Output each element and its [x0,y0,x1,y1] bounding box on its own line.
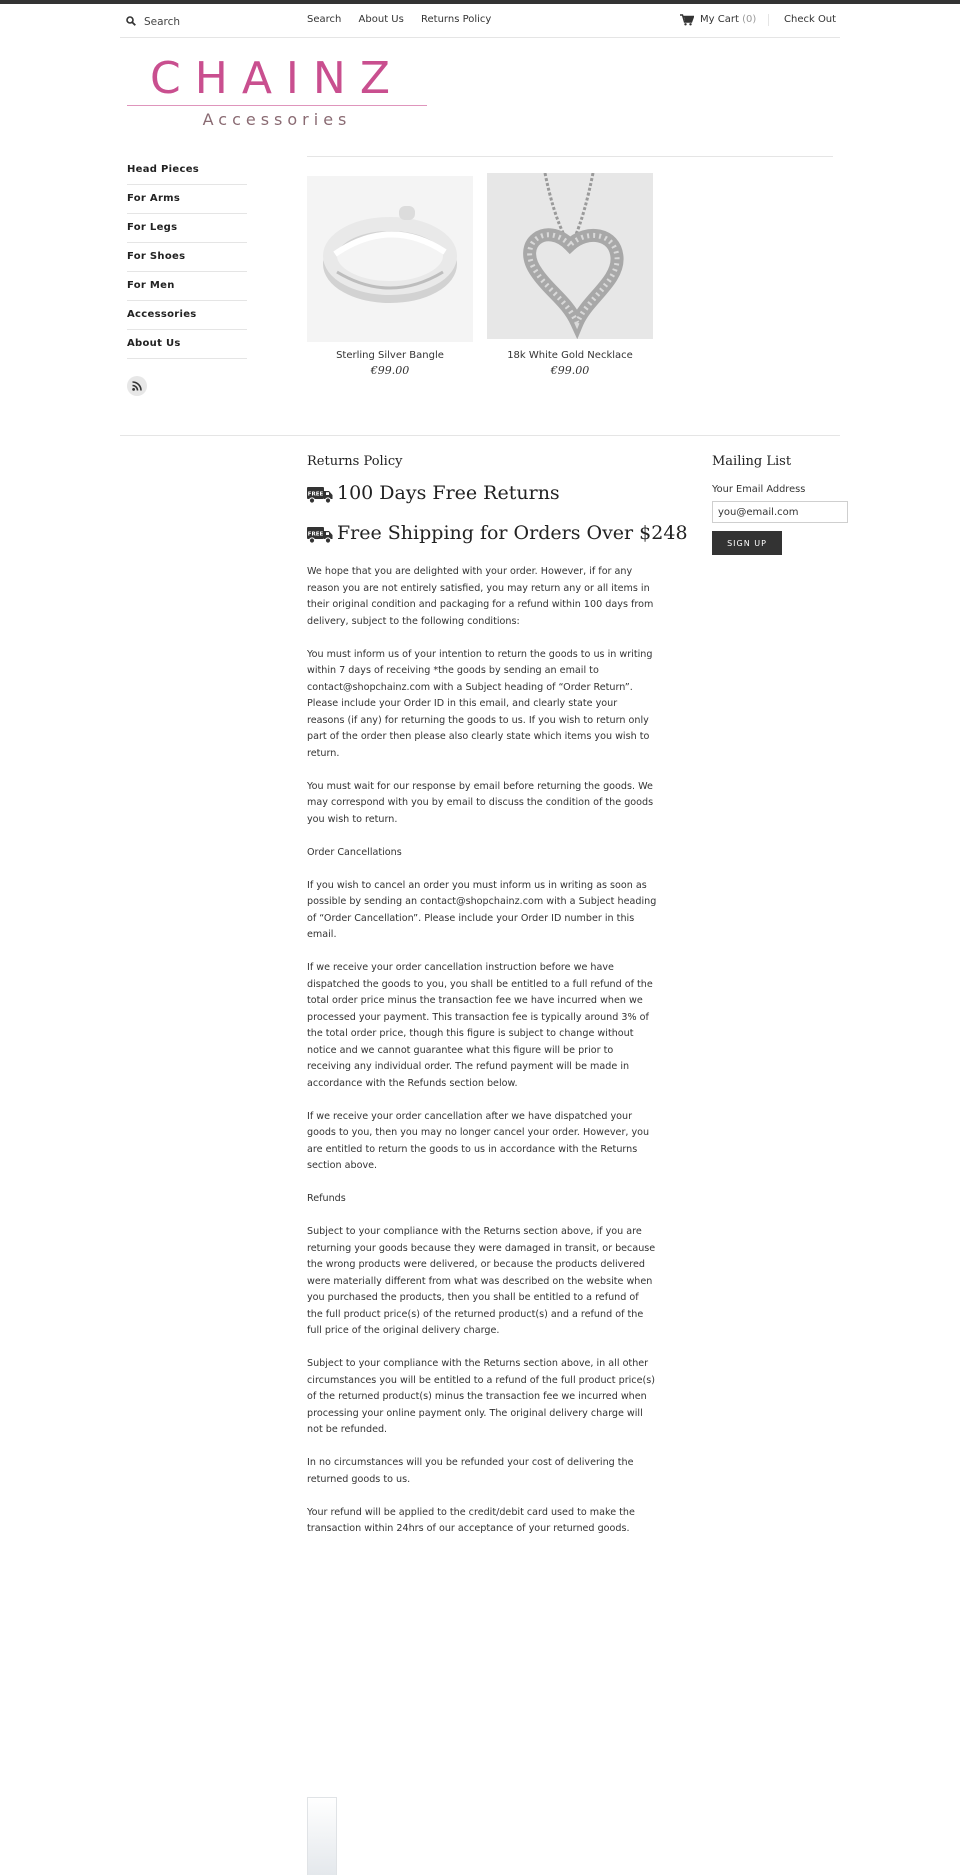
feature-free-returns [307,480,657,520]
mailing-list [712,454,842,555]
feature-free-shipping [307,520,688,560]
mailing-list-title: Mailing List [712,454,792,469]
policy-paragraph: If you wish to cancel an order you must inform us in writing as soon as possible by sending an contact@shopchainz.com with a Subject heading of “Order Cancellation”. Please include your Order ID number in this email. [307,879,657,940]
product-image-bangle[interactable] [307,176,473,342]
necklace-illustration [487,173,653,339]
logo-rule [127,105,427,106]
email-label: Your Email Address [712,484,806,495]
email-field[interactable] [712,501,848,523]
bottom-widget-stub[interactable] [307,1797,337,1875]
cart-icon[interactable] [680,14,694,26]
sidebar-item-for-shoes[interactable]: For Shoes [127,243,247,272]
nav-link-returns-policy[interactable]: Returns Policy [421,14,492,25]
section-heading-refunds: Refunds [307,1193,346,1204]
sidebar-item-for-men[interactable]: For Men [127,272,247,301]
product-name[interactable]: Sterling Silver Bangle [336,350,444,361]
nav-link-search[interactable]: Search [307,14,342,25]
product-price: €99.00 [550,364,590,377]
nav-link-about-us[interactable]: About Us [358,14,404,25]
policy-paragraph: If we receive your order cancellation after we have dispatched your goods to you, then you may no longer cancel your order. However, you are entitled to return the goods to us in accordance with the Returns section above. [307,1110,650,1171]
free-badge-text: FREE [307,531,324,538]
sidebar-nav [127,156,247,359]
header-separator [768,14,769,26]
rss-icon[interactable] [132,381,142,391]
policy-paragraph: You must inform us of your intention to return the goods to us in writing within 7 days of receiving *the goods by sending an email to contact@shopchainz.com with a Subject heading of “Order Return”. Please include your Order ID in this email, and clearly state your reasons (if any) for returning the goods to us. If you wish to return only part of the order then please also clearly state which items you wish to return. [307,648,653,759]
logo-tagline[interactable]: Accessories [202,110,352,129]
free-badge-text: FREE [307,491,324,498]
cart-text[interactable]: My Cart [700,14,739,25]
site-logo[interactable] [127,54,427,134]
policy-paragraph: Subject to your compliance with the Returns section above, in all other circumstances you will be entitled to a refund of the full product price(s) of the returned product(s) minus the transaction fee we incurred when processing your online payment only. The original delivery charge will not be refunded. [307,1358,655,1435]
feature-text: 100 Days Free Returns [337,482,560,504]
policy-paragraph: Subject to your compliance with the Returns section above, if you are returning your goods because they were damaged in transit, or because the wrong products were delivered, or because the products delivered were materially different from what was described on the website when you purchased the products, then you shall be entitled to a refund of the full product price(s) of the returned product(s) and a refund of the full price of the original delivery charge. [307,1226,656,1336]
product-price: €99.00 [370,364,410,377]
cart-label[interactable] [700,14,756,25]
header-search[interactable] [126,12,286,32]
policy-paragraph: You must wait for our response by email before returning the goods. We may correspond with you by email to discuss the condition of the goods you wish to return. [307,780,654,825]
search-input[interactable] [144,14,274,30]
top-nav [307,14,505,25]
logo-brand-text[interactable]: CHAINZ [150,53,404,104]
search-icon[interactable] [126,16,136,26]
sign-up-button[interactable]: SIGN UP [712,531,782,555]
product-image-necklace[interactable] [487,173,653,339]
sidebar-item-head-pieces[interactable]: Head Pieces [127,156,247,185]
policy-paragraph: In no circumstances will you be refunded your cost of delivering the returned goods to us. [307,1457,634,1485]
sidebar-item-for-arms[interactable]: For Arms [127,185,247,214]
section-heading-order-cancellations: Order Cancellations [307,846,402,858]
policy-body [307,564,657,1538]
feature-text: Free Shipping for Orders Over $248 [337,522,688,544]
bangle-illustration [307,176,473,342]
page-title: Returns Policy [307,454,403,469]
products-top-rule [307,156,833,157]
policy-paragraph: Your refund will be applied to the credit/debit card used to make the transaction within 24hrs of our acceptance of your returned goods. [307,1506,635,1534]
free-shipping-truck-icon [307,526,333,544]
rss-button[interactable] [127,376,147,396]
policy-paragraph: If we receive your order cancellation instruction before we have dispatched the goods to you, you shall be entitled to a full refund of the total order price minus the transaction fee we have incurred when we processed your payment. This transaction fee is typically around 3% of the total order price, though this figure is subject to change without notice and we cannot guarantee what this figure will be prior to receiving any individual order. The refund payment will be made in accordance with the Refunds section below. [307,962,653,1089]
policy-paragraph: We hope that you are delighted with your order. However, if for any reason you are not entirely satisfied, you may return any or all items in their original condition and packaging for a refund within 100 days from delivery, subject to the following conditions: [307,566,654,627]
cart-count: (0) [742,14,757,25]
product-name[interactable]: 18k White Gold Necklace [507,350,633,361]
free-shipping-truck-icon [307,486,333,504]
sidebar-item-about-us[interactable]: About Us [127,330,247,359]
checkout-link[interactable]: Check Out [784,14,837,25]
sidebar-item-accessories[interactable]: Accessories [127,301,247,330]
site-header [120,4,840,38]
returns-policy-content [307,454,688,1554]
sidebar-item-for-legs[interactable]: For Legs [127,214,247,243]
section-divider [120,435,840,436]
